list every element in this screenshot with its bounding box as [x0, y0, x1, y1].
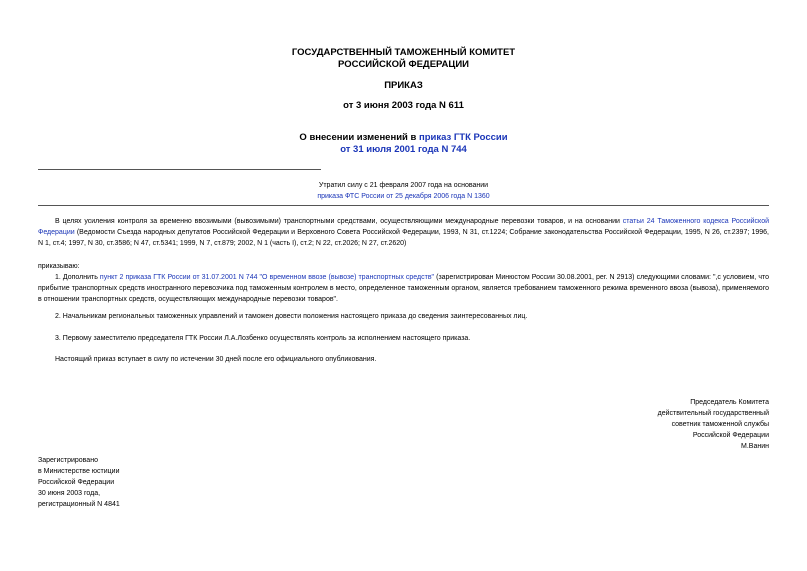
signature-line-2: действительный государственный [657, 410, 769, 417]
title-link-order-744-date[interactable]: от 31 июля 2001 года N 744 [340, 144, 467, 155]
preamble-suffix: (Ведомости Съезда народных депутатов Российской Федерации и Верховного Совета Российской Федерации, 1993, N 31, ст.1224; Собрание законодательства Российской Федерации, 1995, N 26, ст.2397; 1996, N 1, ст.4; 1997, N 30, ст.3586; N 47, ст.5341; 1999, N 7, ст.879; 2002, N 1 (часть I), ст.2; N 22, ст.2026; N 27, ст.2620) [38, 229, 769, 247]
divider-top [38, 169, 321, 170]
order-word: приказываю: [38, 263, 80, 270]
authority-line-2: РОССИЙСКОЙ ФЕДЕРАЦИИ [337, 59, 469, 70]
document-type: ПРИКАЗ [384, 80, 423, 91]
signature-line-4: Российской Федерации [692, 432, 769, 439]
title-link-order-744[interactable]: приказ ГТК России [419, 132, 508, 143]
preamble-paragraph [38, 216, 769, 249]
signature-name: М.Ванин [741, 443, 769, 450]
title-prefix: О внесении изменений в [299, 132, 420, 143]
signature-line-1: Председатель Комитета [690, 399, 769, 406]
item-3: 3. Первому заместителю председателя ГТК России Л.А.Лозбенко осуществлять контроль за исполнением настоящего приказа. [55, 335, 471, 342]
effective-date-paragraph: Настоящий приказ вступает в силу по истечении 30 дней после его официального опубликования. [55, 356, 377, 363]
item-2: 2. Начальникам региональных таможенных управлений и таможен довести положения настоящего приказа до сведения заинтересованных лиц. [55, 313, 528, 320]
document-date-number: от 3 июня 2003 года N 611 [343, 100, 464, 111]
registration-line-3: Российской Федерации [38, 479, 115, 486]
status-link-fts-order-1360[interactable]: приказа ФТС России от 25 декабря 2006 года N 1360 [317, 193, 490, 200]
authority-line-1: ГОСУДАРСТВЕННЫЙ ТАМОЖЕННЫЙ КОМИТЕТ [291, 47, 516, 58]
registration-line-1: Зарегистрировано [38, 457, 98, 464]
registration-line-5: регистрационный N 4841 [38, 501, 120, 508]
issuing-authority [0, 47, 807, 71]
registration-block [38, 455, 120, 510]
item-1-prefix: 1. Дополнить [55, 274, 100, 281]
registration-line-2: в Министерстве юстиции [38, 468, 120, 475]
status-note [260, 180, 547, 202]
registration-line-4: 30 июня 2003 года, [38, 490, 101, 497]
item-1 [38, 272, 769, 305]
signature-block [658, 397, 769, 452]
link-order-744-item2[interactable]: пункт 2 приказа ГТК России от 31.07.2001 N 744 "О временном ввозе (вывозе) транспортных средств" [99, 274, 435, 281]
status-text: Утратил силу с 21 февраля 2007 года на основании [318, 182, 489, 189]
divider-full [38, 205, 769, 206]
link-customs-code-art24[interactable]: статьи 24 Таможенного кодекса Российской Федерации [38, 218, 769, 236]
preamble-prefix: В целях усиления контроля за временно ввозимыми (вывозимыми) транспортными средствами, осуществляющими международные перевозки товаров, и на основании [55, 218, 623, 225]
item-1-suffix: (зарегистрирован Минюстом России 30.08.2001, рег. N 2913) следующими словами: ",с условием, что прибытие транспортных средств иностранного перевозчика под таможенным контролем в место, определенное таможенным органом, является требованием таможенного режима временного ввоза (вывоза), применяемого в отношении транспортных средств, осуществляющих международные перевозки товаров". [38, 274, 769, 303]
signature-line-3: советник таможенной службы [671, 421, 769, 428]
document-title [0, 132, 807, 156]
